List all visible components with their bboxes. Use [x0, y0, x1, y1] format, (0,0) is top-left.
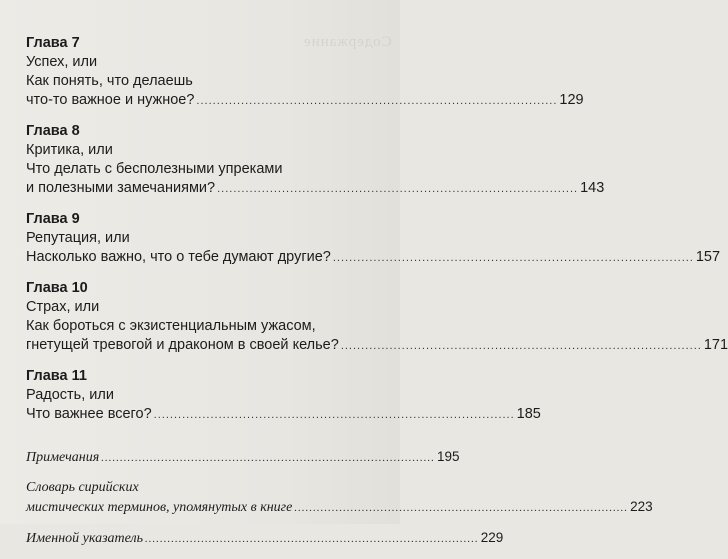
toc-entry-line[interactable]: [26, 447, 460, 468]
back-matter-title: Примечания: [26, 450, 100, 465]
back-matter-title-line: Словарь сирийских: [26, 480, 139, 495]
toc-entry-line[interactable]: [26, 91, 584, 111]
chapter-title: Глава 11: [26, 368, 87, 384]
toc-entry-line[interactable]: [26, 528, 504, 549]
chapter-subtitle-line: Как бороться с экзистенциальным ужасом,: [26, 318, 316, 334]
toc-entry-line[interactable]: [26, 336, 728, 356]
page-number: 143: [580, 180, 605, 196]
toc-entry-notes: [26, 447, 460, 468]
back-matter-title: мистических терминов, упомянутых в книге: [26, 500, 293, 515]
page-number: 129: [559, 92, 584, 108]
chapter-subtitle-line: и полезными замечаниями?: [26, 180, 216, 196]
toc-back-matter: [26, 447, 653, 549]
show-through-decoration: Содержание: [303, 34, 392, 50]
chapter-subtitle-line: Радость, или: [26, 387, 114, 403]
dot-leader: .........................................................................................: [294, 502, 629, 514]
page-number: 185: [516, 406, 541, 422]
toc-entry-line[interactable]: [26, 179, 605, 199]
chapter-subtitle-line: Критика, или: [26, 142, 113, 158]
toc-chapter-8: [26, 122, 605, 199]
chapter-subtitle-line: что-то важное и нужное?: [26, 92, 195, 108]
toc-entry-glossary: [26, 478, 653, 518]
page-number: 195: [436, 449, 460, 464]
toc-chapter-9: [26, 210, 721, 268]
toc-chapter-10: [26, 279, 728, 356]
page-number: 157: [695, 249, 721, 265]
table-of-contents: [26, 34, 728, 559]
chapter-title: Глава 10: [26, 280, 88, 296]
dot-leader: .........................................................................................: [153, 409, 515, 421]
toc-entry-line[interactable]: [26, 405, 541, 425]
toc-entry-line[interactable]: [26, 497, 653, 518]
chapter-title: Глава 9: [26, 211, 80, 227]
chapter-title: Глава 8: [26, 123, 80, 139]
chapter-title: Глава 7: [26, 35, 80, 51]
dot-leader: .........................................................................................: [196, 95, 558, 107]
dot-leader: .........................................................................................: [101, 452, 435, 464]
toc-entry-index: [26, 528, 504, 549]
dot-leader: .........................................................................................: [217, 183, 579, 195]
chapter-subtitle-line: Насколько важно, что о тебе думают другие?: [26, 249, 331, 265]
dot-leader: .........................................................................................: [144, 533, 479, 545]
toc-chapter-7: [26, 34, 584, 111]
toc-entry-line[interactable]: [26, 248, 721, 268]
page-number: 229: [480, 530, 504, 545]
chapter-subtitle-line: Как понять, что делаешь: [26, 73, 193, 89]
page-number: 223: [630, 499, 653, 514]
chapter-subtitle-line: Успех, или: [26, 54, 98, 70]
chapter-subtitle-line: Страх, или: [26, 299, 100, 315]
toc-chapter-11: [26, 367, 541, 425]
chapter-subtitle-line: гнетущей тревогой и драконом в своей келье?: [26, 337, 339, 353]
chapter-subtitle-line: Репутация, или: [26, 230, 130, 246]
dot-leader: .........................................................................................: [340, 340, 702, 352]
page-number: 171: [703, 337, 728, 353]
chapter-subtitle-line: Что важнее всего?: [26, 406, 152, 422]
chapter-subtitle-line: Что делать с бесполезными упреками: [26, 161, 283, 177]
dot-leader: .........................................................................................: [332, 252, 694, 264]
back-matter-title: Именной указатель: [26, 531, 143, 546]
